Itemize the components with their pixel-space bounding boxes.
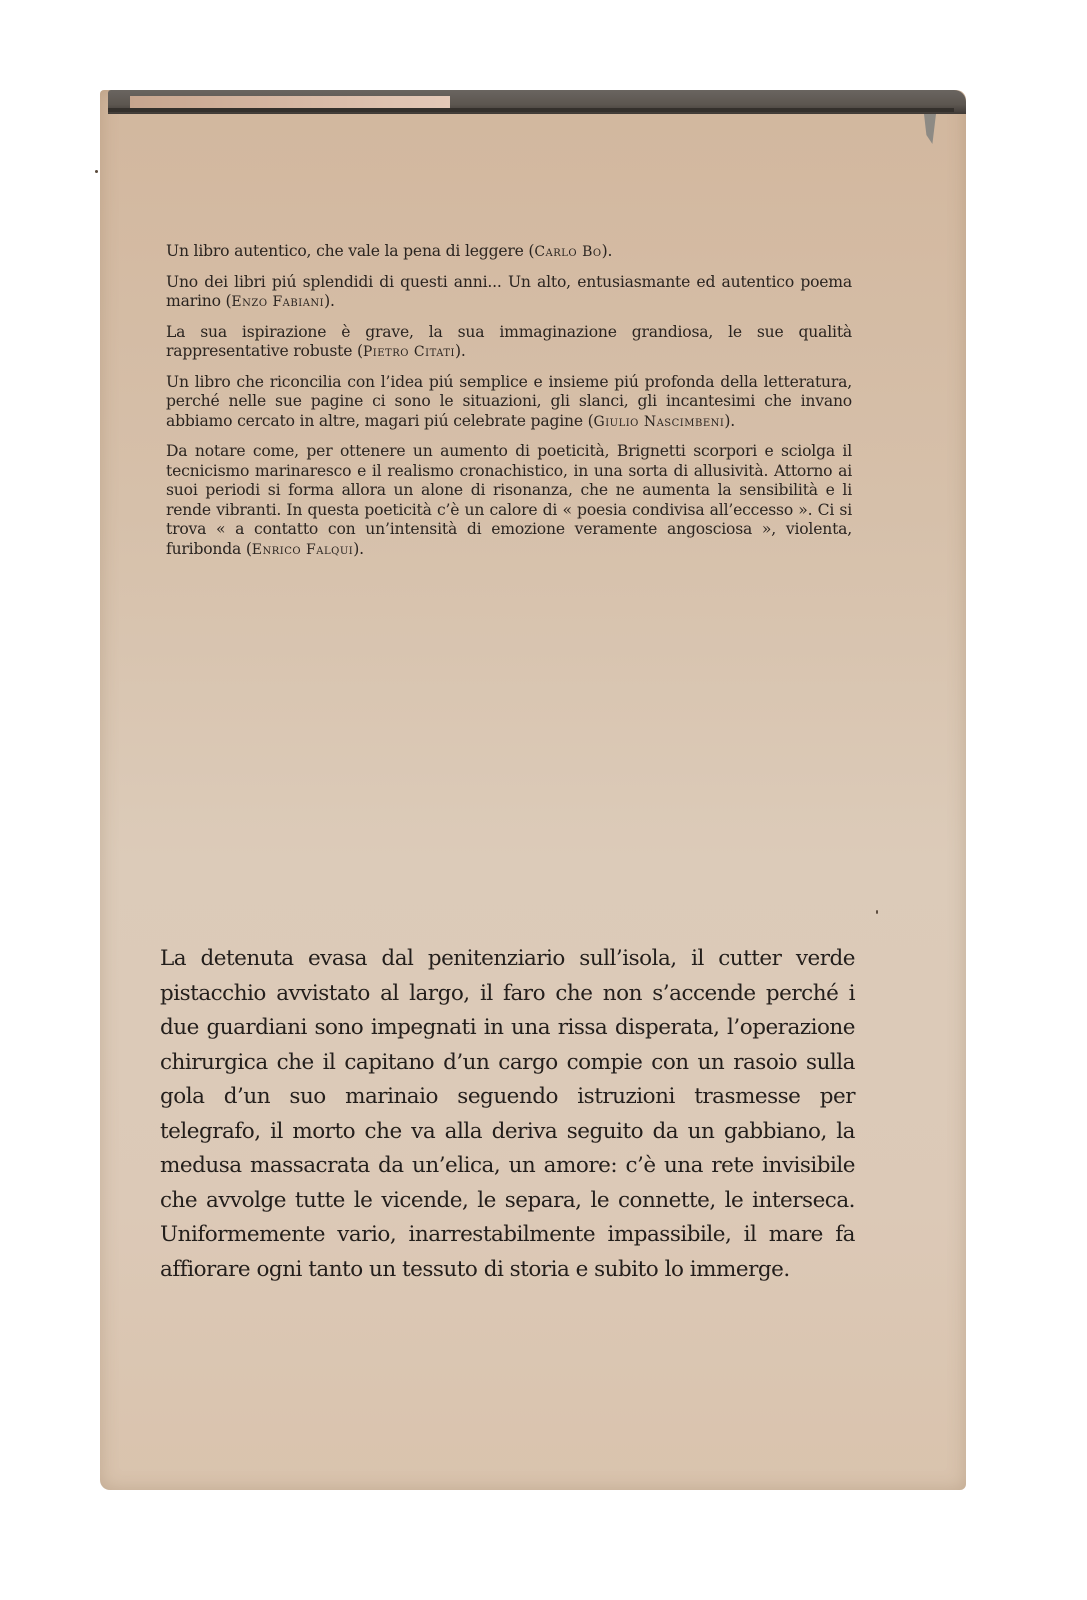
review-quote: Uno dei libri piú splendidi di questi anni... Un alto, entusiasmante ed autentico poema marino (Enzo Fabiani). bbox=[166, 272, 852, 310]
corner-tear bbox=[924, 114, 936, 144]
review-author: Pietro Citati bbox=[362, 344, 455, 360]
review-author: Enzo Fabiani bbox=[231, 294, 325, 310]
book-top-edge bbox=[108, 90, 966, 114]
book-blurb bbox=[160, 942, 855, 1287]
review-quote: Da notare come, per ottenere un aumento di poeticità, Brignetti scorpori e sciolga il tecnicismo marinaresco e il realismo cronachistico, in una sorta di allusività. Attorno ai suoi periodi si forma allora un alone di risonanza, che ne aumenta la sensibilità e li rende vibranti. In questa poeticità c’è un calore di « poesia condivisa all’eccesso ». Ci si trova « a contatto con un’intensità di emozione veramente angosciosa », violenta, furibonda (Enrico Falqui). bbox=[166, 442, 852, 558]
book-back-cover bbox=[100, 90, 966, 1490]
spine-strip bbox=[108, 108, 954, 112]
price-sticker-remnant bbox=[130, 96, 450, 108]
review-author: Giulio Nascimbeni bbox=[593, 413, 725, 430]
paper-speck bbox=[95, 170, 98, 173]
paper-speck bbox=[876, 910, 878, 914]
review-quote: La sua ispirazione è grave, la sua immaginazione grandiosa, le sue qualità rappresentative robuste (Pietro Citati). bbox=[166, 322, 852, 360]
review-author: Enrico Falqui bbox=[251, 541, 354, 558]
press-reviews bbox=[166, 242, 852, 570]
blurb-text: La detenuta evasa dal penitenziario sull’isola, il cutter verde pistacchio avvistato al largo, il faro che non s’accende perché i due guardiani sono impegnati in una rissa disperata, l’operazione chirurgica che il capitano d’un cargo compie con un rasoio sulla gola d’un suo marinaio seguendo istruzioni trasmesse per telegrafo, il morto che va alla deriva seguito da un gabbiano, la medusa massacrata da un’elica, un amore: c’è una rete invisibile che avvolge tutte le vicende, le separa, le connette, le interseca. Uniformemente vario, inarrestabilmente impassibile, il mare fa affiorare ogni tanto un tessuto di storia e subito lo immerge. bbox=[160, 946, 855, 1282]
review-quote: Un libro che riconcilia con l’idea piú semplice e insieme piú profonda della letteratura, perché nelle sue pagine ci sono le situazioni, gli slanci, gli incantesimi che invano abbiamo cercato in altre, magari piú celebrate pagine (Giulio Nascimbeni). bbox=[166, 372, 852, 430]
review-quote: Un libro autentico, che vale la pena di leggere (Carlo Bo). bbox=[166, 242, 613, 260]
review-author: Carlo Bo bbox=[534, 244, 602, 260]
